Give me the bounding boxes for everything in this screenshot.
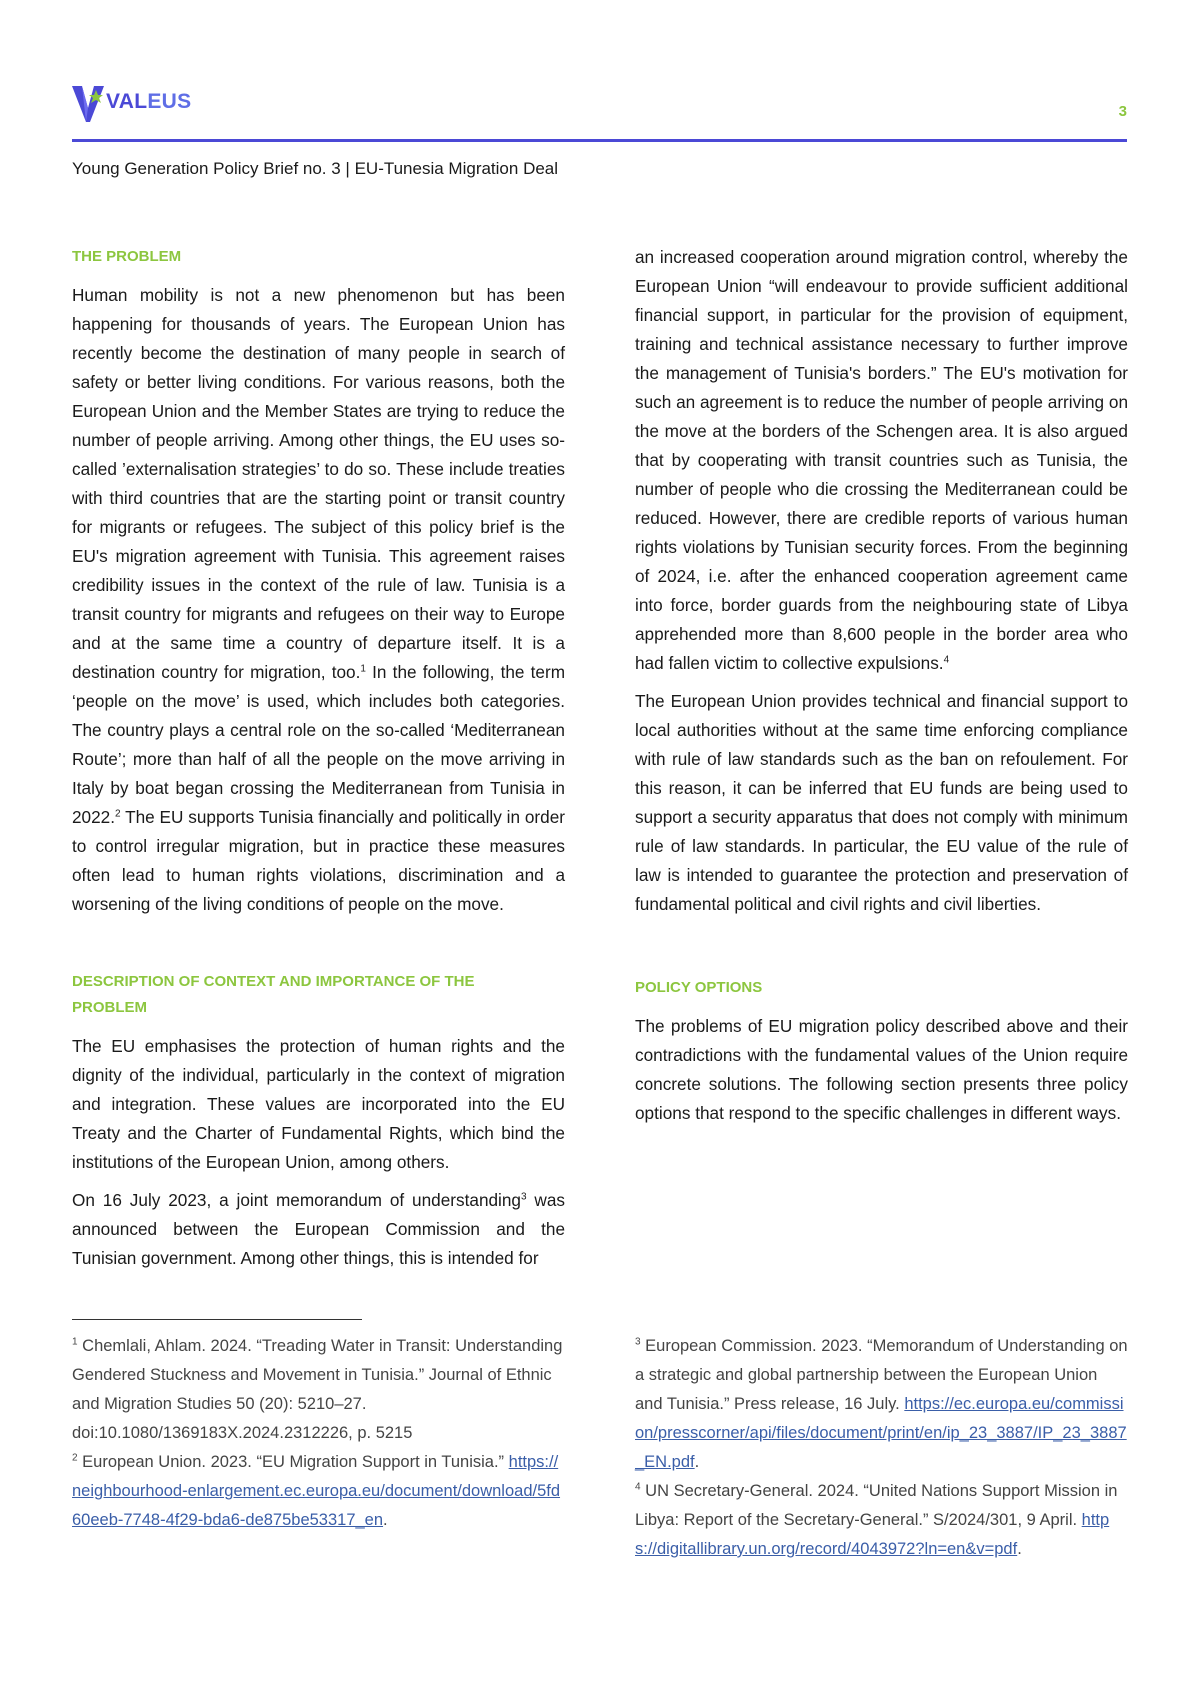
page-header xyxy=(72,86,1127,142)
context-text-1: On 16 July 2023, a joint memorandum of understanding xyxy=(72,1190,521,1210)
header-divider xyxy=(72,139,1127,142)
context-paragraph-2 xyxy=(72,1186,565,1273)
footnote-4 xyxy=(635,1477,1128,1564)
footnotes-left xyxy=(72,1332,565,1535)
footnote-ref-3[interactable]: 3 xyxy=(521,1191,527,1203)
document-subtitle: Young Generation Policy Brief no. 3 | EU-Tunesia Migration Deal xyxy=(72,159,559,178)
brand-logo xyxy=(72,86,191,122)
brand-name-part1: VAL xyxy=(106,90,148,113)
footnote-3-link[interactable]: https://ec.europa.eu/commission/presscorner/api/files/document/print/en/ip_23_3887/IP_23_3887_EN.pdf xyxy=(635,1395,1127,1471)
context-text-2: was announced between the European Commission and the Tunisian government. Among other things, this is intended for xyxy=(72,1190,565,1268)
section-heading-policy-options: POLICY OPTIONS xyxy=(635,979,763,996)
footnote-2-period: . xyxy=(383,1511,388,1529)
footnote-2 xyxy=(72,1448,565,1535)
left-column xyxy=(72,244,565,1273)
page-number: 3 xyxy=(1118,103,1127,120)
section-heading-context: DESCRIPTION OF CONTEXT AND IMPORTANCE OF THE PROBLEM xyxy=(72,973,475,1016)
brand-name xyxy=(106,90,191,114)
footnote-ref-1[interactable]: 1 xyxy=(360,663,366,675)
footnote-3-text: European Commission. 2023. “Memorandum of Understanding on a strategic and global partnership between the European Union and Tunisia.” Press release, 16 July. xyxy=(635,1337,1128,1413)
footnote-1-number: 1 xyxy=(72,1336,78,1348)
footnote-2-text: European Union. 2023. “EU Migration Support in Tunisia.” xyxy=(77,1453,509,1471)
problem-text-1: Human mobility is not a new phenomenon but has been happening for thousands of years. The European Union has recently become the destination of many people in search of safety or better living conditions. For various reasons, both the European Union and the Member States are trying to reduce the number of people arriving. Among other things, the EU uses so-called ’externalisation strategies’ to do so. These include treaties with third countries that are the starting point or transit country for migrants or refugees. The subject of this policy brief is the EU's migration agreement with Tunisia. This agreement raises credibility issues in the context of the rule of law. Tunisia is a transit country for migrants and refugees on their way to Europe and at the same time a country of departure itself. It is a destination country for migration, too. xyxy=(72,285,565,682)
continuation-paragraph xyxy=(635,243,1128,678)
brand-name-part2: EUS xyxy=(147,90,192,113)
support-paragraph: The European Union provides technical and financial support to local authorities without at the same time enforcing compliance with rule of law standards such as the ban on refoulement. For this reason, it can be inferred that EU funds are being used to support a security apparatus that does not comply with minimum rule of law standards. In particular, the EU value of the rule of law is intended to guarantee the protection and preservation of fundamental political and civil rights and civil liberties. xyxy=(635,691,1128,914)
problem-text-3: The EU supports Tunisia financially and politically in order to control irregular migration, but in practice these measures often lead to human rights violations, discrimination and a worsening of the living conditions of people on the move. xyxy=(72,807,565,914)
continuation-text: an increased cooperation around migration control, whereby the European Union “will endeavour to provide sufficient additional financial support, in particular for the provision of equipment, training and technical assistance necessary to further improve the management of Tunisia's borders.” The EU's motivation for such an agreement is to reduce the number of people arriving on the move at the borders of the Schengen area. It is also argued that by cooperating with transit countries such as Tunisia, the number of people who die crossing the Mediterranean could be reduced. However, there are credible reports of various human rights violations by Tunisian security forces. From the beginning of 2024, i.e. after the enhanced cooperation agreement came into force, border guards from the neighbouring state of Libya apprehended more than 8,600 people in the border area who had fallen victim to collective expulsions. xyxy=(635,247,1129,673)
footnote-3-number: 3 xyxy=(635,1336,641,1348)
footnote-1-text: Chemlali, Ahlam. 2024. “Treading Water in Transit: Understanding Gendered Stuckness and Movement in Tunisia.” Journal of Ethnic and Migration Studies 50 (20): 5210–27. doi:10.1080/1369183X.2024.2312226, p. 5215 xyxy=(72,1337,563,1442)
section-heading-problem: THE PROBLEM xyxy=(72,248,182,265)
footnote-ref-2[interactable]: 2 xyxy=(115,808,121,820)
footnote-4-number: 4 xyxy=(635,1481,641,1493)
footnotes-right xyxy=(635,1332,1128,1564)
problem-paragraph xyxy=(72,281,565,919)
footnote-4-text: UN Secretary-General. 2024. “United Nations Support Mission in Libya: Report of the Secretary-General.” S/2024/301, 9 April. xyxy=(635,1482,1118,1529)
footnote-4-link[interactable]: https://digitallibrary.un.org/record/4043972?ln=en&v=pdf xyxy=(635,1511,1110,1558)
right-column xyxy=(635,243,1128,1128)
footnote-2-number: 2 xyxy=(72,1452,78,1464)
footnote-3 xyxy=(635,1332,1128,1477)
footnote-4-period: . xyxy=(1017,1540,1022,1558)
footnote-1 xyxy=(72,1332,565,1448)
valeus-v-logo-icon xyxy=(72,86,104,122)
footnote-2-link[interactable]: https://neighbourhood-enlargement.ec.europa.eu/document/download/5fd60eeb-7748-4f29-bda6-de875be53317_en xyxy=(72,1453,561,1529)
footnote-3-period: . xyxy=(694,1453,700,1471)
footnote-ref-4[interactable]: 4 xyxy=(943,654,950,666)
problem-text-2: In the following, the term ‘people on the move’ is used, which includes both categories. The country plays a central role on the so-called ‘Mediterranean Route’; more than half of all the people on the move arriving in Italy by boat began crossing the Mediterranean from Tunisia in 2022. xyxy=(72,662,566,827)
context-paragraph-1: The EU emphasises the protection of human rights and the dignity of the individual, particularly in the context of migration and integration. These values are incorporated into the EU Treaty and the Charter of Fundamental Rights, which bind the institutions of the European Union, among others. xyxy=(72,1036,565,1172)
policy-options-paragraph: The problems of EU migration policy described above and their contradictions with the fundamental values of the Union require concrete solutions. The following section presents three policy options that respond to the specific challenges in different ways. xyxy=(635,1016,1128,1123)
footnote-divider xyxy=(72,1319,362,1320)
